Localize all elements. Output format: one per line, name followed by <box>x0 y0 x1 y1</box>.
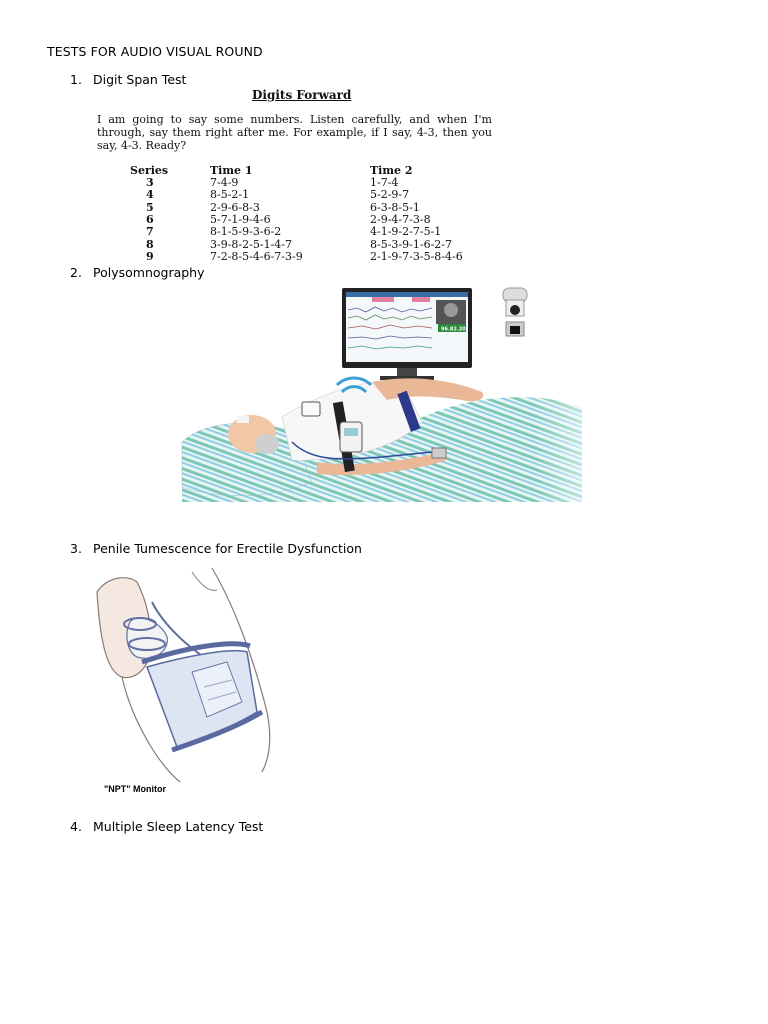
column-header: Time 1 <box>210 164 253 177</box>
table-cell: 6 <box>146 213 154 227</box>
table-row <box>114 202 463 214</box>
list-item-label: Penile Tumescence for Erectile Dysfunction <box>93 541 362 556</box>
polysomnography-image <box>142 282 632 532</box>
table-cell: 2-1-9-7-3-5-8-4-6 <box>370 249 463 263</box>
table-cell: 2-9-4-7-3-8 <box>370 213 431 227</box>
digit-span-table <box>114 164 463 263</box>
list-item-penile-tumescence <box>70 541 362 556</box>
table-cell: 8 <box>146 237 154 251</box>
npt-monitor-figure <box>92 562 282 802</box>
list-item-digit-span <box>70 72 186 87</box>
npt-monitor-illustration <box>92 562 282 782</box>
table-row <box>114 238 463 250</box>
list-number: 4. <box>70 819 82 834</box>
list-item-multiple-sleep-latency <box>70 819 263 834</box>
list-number: 2. <box>70 265 82 280</box>
table-cell: 9 <box>146 249 154 263</box>
table-cell: 6-3-8-5-1 <box>370 200 420 214</box>
table-row <box>114 226 463 238</box>
table-cell: 2-9-6-8-3 <box>210 200 260 214</box>
table-cell: 7-4-9 <box>210 176 239 190</box>
column-header: Time 2 <box>370 164 413 177</box>
table-cell: 3-9-8-2-5-1-4-7 <box>210 237 293 251</box>
table-cell: 5-7-1-9-4-6 <box>210 213 271 227</box>
digit-span-title: Digits Forward <box>252 88 352 102</box>
list-item-polysomnography <box>70 265 205 280</box>
table-cell: 8-5-2-1 <box>210 188 250 202</box>
table-row <box>114 214 463 226</box>
page-title: TESTS FOR AUDIO VISUAL ROUND <box>47 44 263 59</box>
npt-monitor-caption: "NPT" Monitor <box>104 784 167 794</box>
list-number: 3. <box>70 541 82 556</box>
table-cell: 5 <box>146 200 154 214</box>
digit-span-instructions: I am going to say some numbers. Listen carefully, and when I'm through, say them right after me. For example, if I say, 4-3, then you say, 4-3. Ready? <box>97 113 492 152</box>
table-cell: 4 <box>146 188 154 202</box>
table-cell: 7 <box>146 225 154 239</box>
table-cell: 7-2-8-5-4-6-7-3-9 <box>210 249 303 263</box>
list-item-label: Polysomnography <box>93 265 205 280</box>
table-cell: 5-2-9-7 <box>370 188 410 202</box>
table-row <box>114 177 463 189</box>
table-cell: 4-1-9-2-7-5-1 <box>370 225 442 239</box>
digit-span-figure <box>92 86 492 266</box>
table-cell: 3 <box>146 176 154 190</box>
column-header: Series <box>130 164 169 177</box>
table-cell: 1-7-4 <box>370 176 399 190</box>
table-row <box>114 251 463 263</box>
table-cell: 8-1-5-9-3-6-2 <box>210 225 282 239</box>
list-item-label: Multiple Sleep Latency Test <box>93 819 264 834</box>
table-cell: 8-5-3-9-1-6-2-7 <box>370 237 453 251</box>
list-number: 1. <box>70 72 82 87</box>
list-item-label: Digit Span Test <box>93 72 187 87</box>
table-row <box>114 189 463 201</box>
